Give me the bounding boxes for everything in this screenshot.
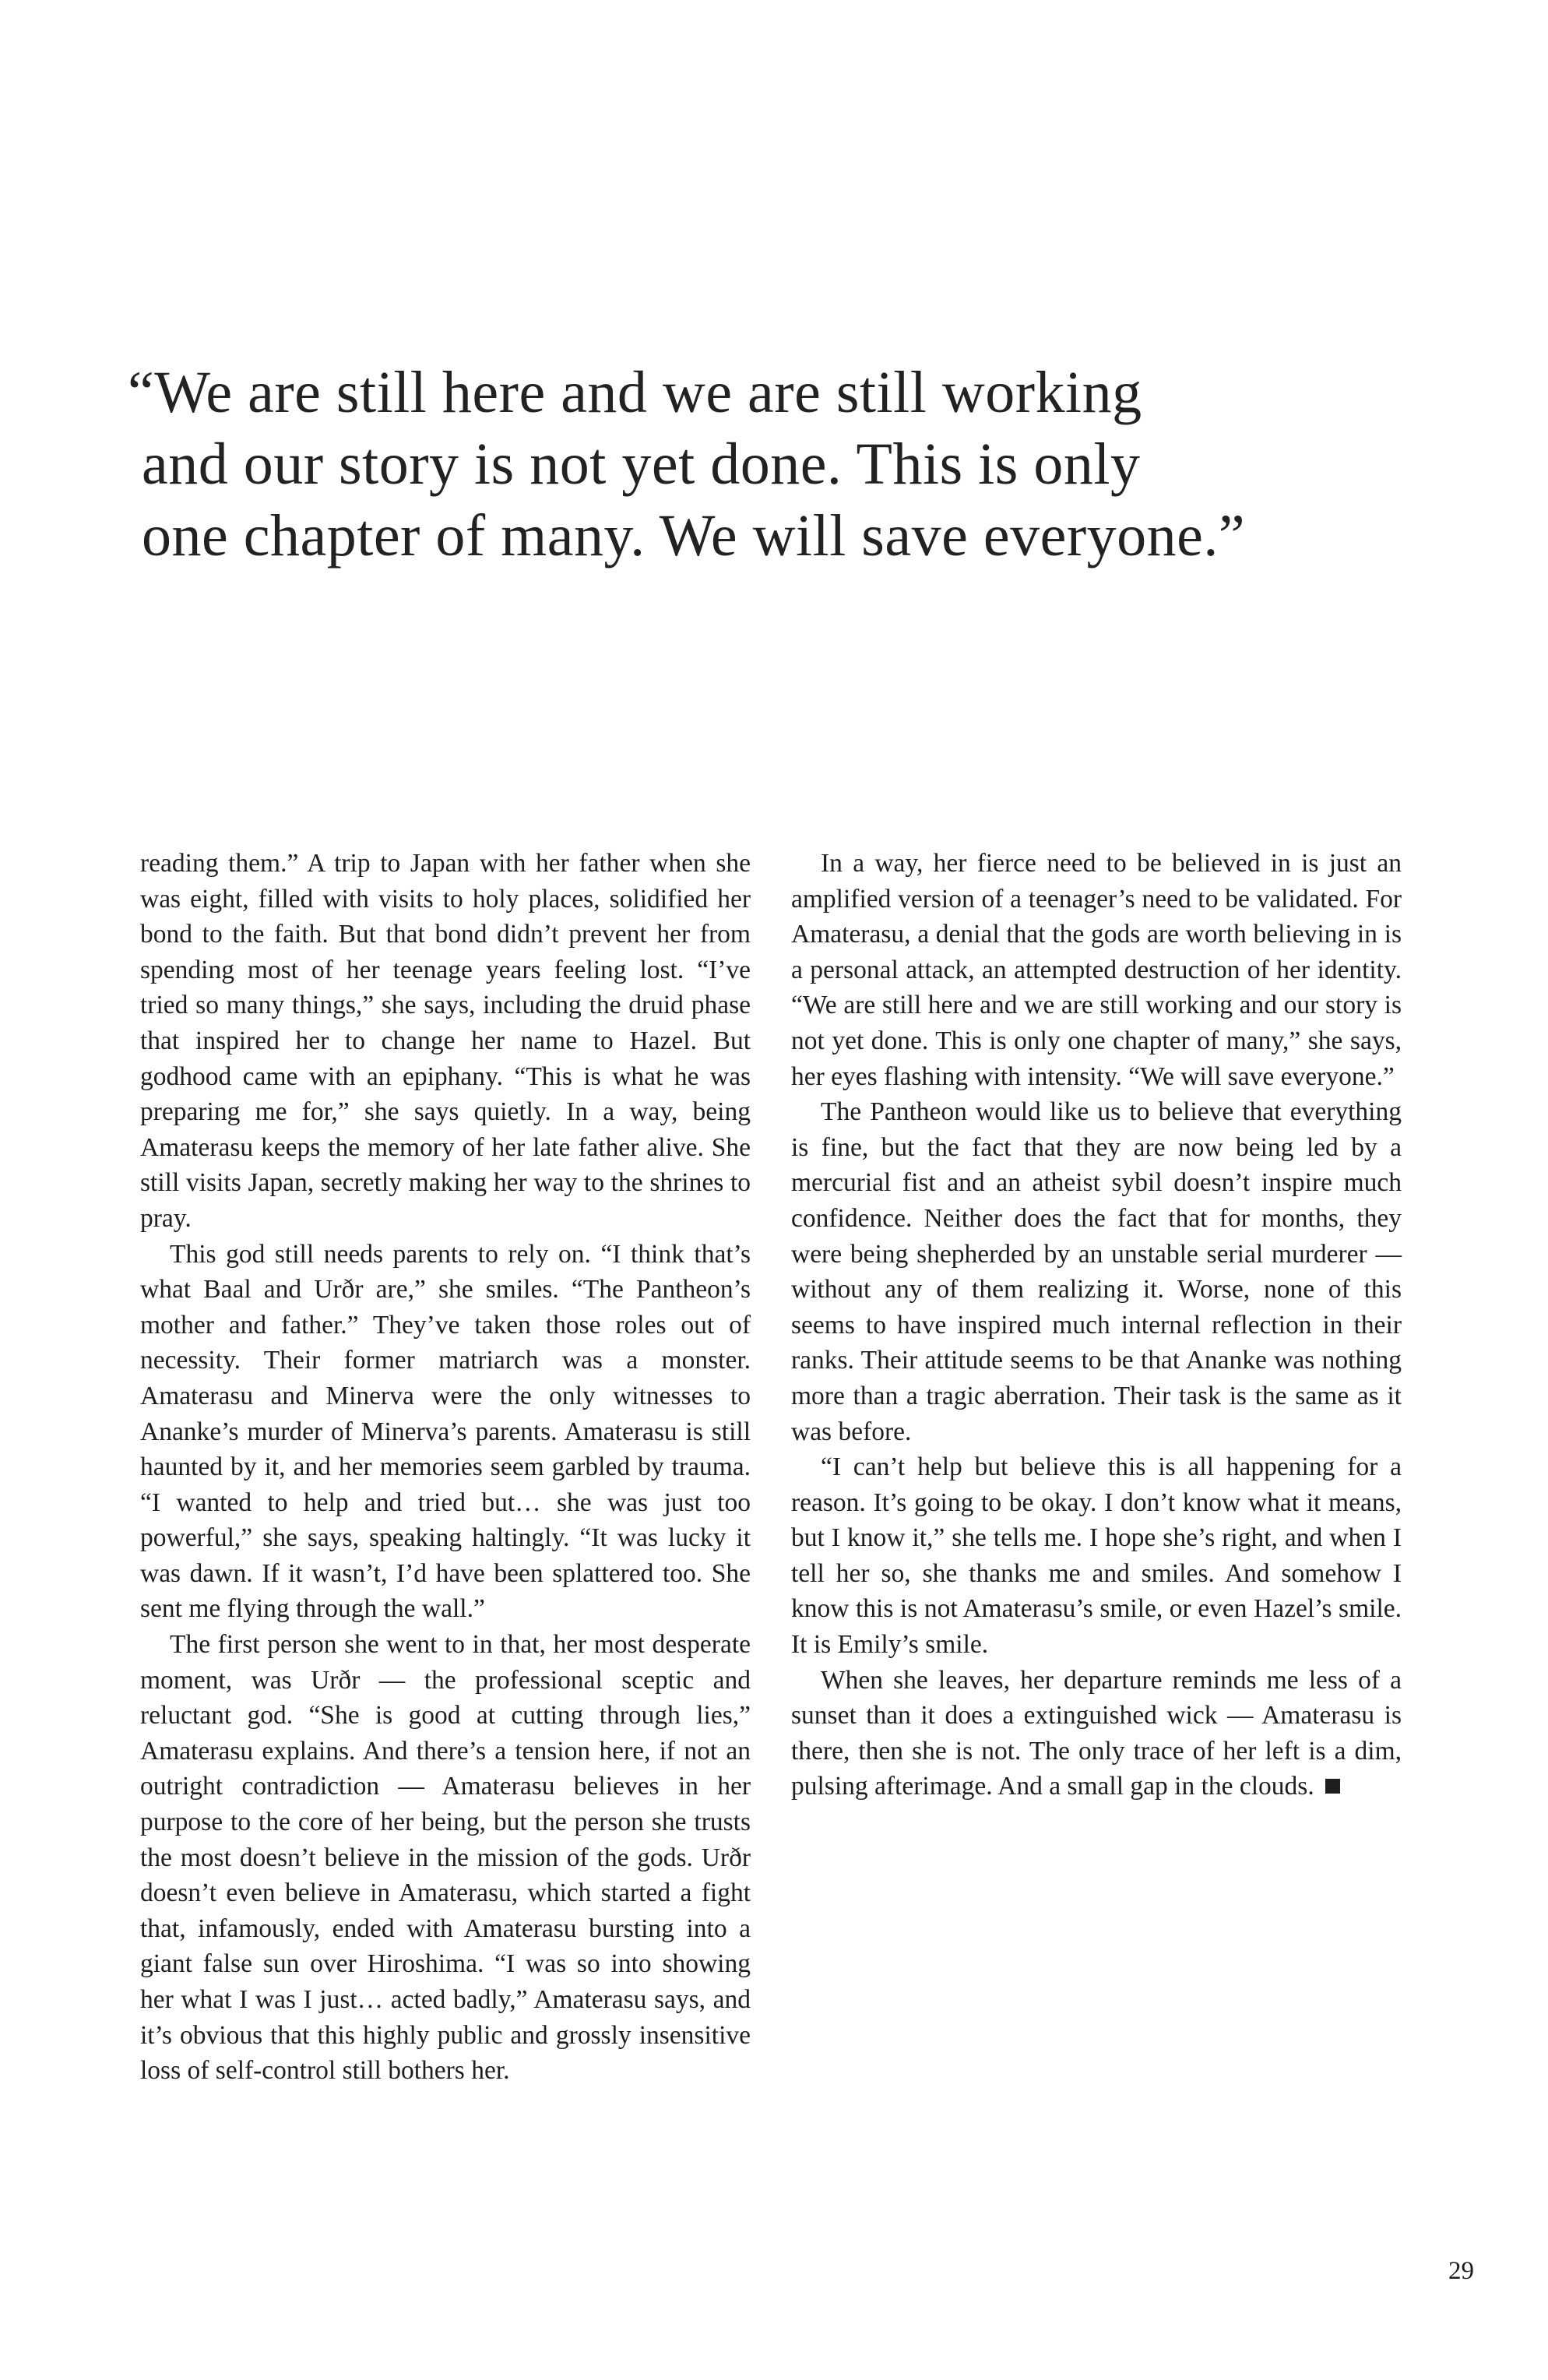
body-paragraph: The first person she went to in that, her most desperate moment, was Urðr — the professional sceptic and reluctant god. “She is good at cutting through lies,” Amaterasu explains. And there’s a tension here, if not an outright contradiction — Amaterasu believes in her purpose to the core of her being, but the person she trusts the most doesn’t believe in the mission of the gods. Urðr doesn’t even believe in Amaterasu, which started a fight that, infamously, ended with Amaterasu bursting into a giant false sun over Hiroshima. “I was so into showing her what I was I just… acted badly,” Amaterasu says, and it’s obvious that this highly public and grossly insensitive loss of self-control still bothers her.: [140, 1630, 751, 2086]
end-mark-icon: [1325, 1779, 1340, 1794]
right-column: [791, 846, 1402, 1804]
left-column: [140, 846, 751, 2089]
body-paragraph: This god still needs parents to rely on. “I think that’s what Baal and Urðr are,” she smiles. “The Pantheon’s mother and father.” They’ve taken those roles out of necessity. Their former matriarch was a monster. Amaterasu and Minerva were the only witnesses to Ananke’s murder of Minerva’s parents. Amaterasu is still haunted by it, and her memories seem garbled by trauma. “I wanted to help and tried but… she was just too powerful,” she says, speaking haltingly. “It was lucky it was dawn. If it wasn’t, I’d have been splattered too. She sent me flying through the wall.”: [140, 1239, 751, 1624]
pull-quote-line-3: one chapter of many. We will save everyone.”: [142, 503, 1246, 569]
page-number: 29: [1448, 2257, 1474, 2285]
body-paragraph: reading them.” A trip to Japan with her father when she was eight, filled with visits to holy places, solidified her bond to the faith. But that bond didn’t prevent her from spending most of her teenage years feeling lost. “I’ve tried so many things,” she says, including the druid phase that inspired her to change her name to Hazel. But godhood came with an epiphany. “This is what he was preparing me for,” she says quietly. In a way, being Amaterasu keeps the memory of her late father alive. She still visits Japan, secretly making her way to the shrines to pray.: [140, 849, 751, 1233]
pull-quote: [128, 357, 1342, 572]
body-paragraph: “I can’t help but believe this is all happening for a reason. It’s going to be okay. I don’t know what it means, but I know it,” she tells me. I hope she’s right, and when I tell her so, she thanks me and smiles. And somehow I know this is not Amaterasu’s smile, or even Hazel’s smile. It is Emily’s smile.: [791, 1452, 1402, 1660]
final-paragraph-text: When she leaves, her departure reminds me less of a sunset than it does a extinguished wick — Amaterasu is there, then she is not. The only trace of her left is a dim, pulsing afterimage. And a small gap in the clouds.: [791, 1665, 1402, 1801]
pull-quote-line-1: “We are still here and we are still working: [128, 360, 1142, 425]
final-paragraph: [791, 1663, 1402, 1804]
body-paragraph: The Pantheon would like us to believe that everything is fine, but the fact that they are now being led by a mercurial fist and an atheist sybil doesn’t inspire much confidence. Neither does the fact that for months, they were being shepherded by an unstable serial murderer — without any of them realizing it. Worse, none of this seems to have inspired much internal reflection in their ranks. Their attitude seems to be that Ananke was nothing more than a tragic aberration. Their task is the same as it was before.: [791, 1097, 1402, 1446]
body-paragraph: In a way, her fierce need to be believed in is just an amplified version of a teenager’s need to be validated. For Amaterasu, a denial that the gods are worth believing in is a personal attack, an attempted destruction of her identity. “We are still here and we are still working and our story is not yet done. This is only one chapter of many,” she says, her eyes flashing with intensity. “We will save everyone.”: [791, 849, 1402, 1091]
pull-quote-line-2: and our story is not yet done. This is only: [142, 431, 1141, 497]
